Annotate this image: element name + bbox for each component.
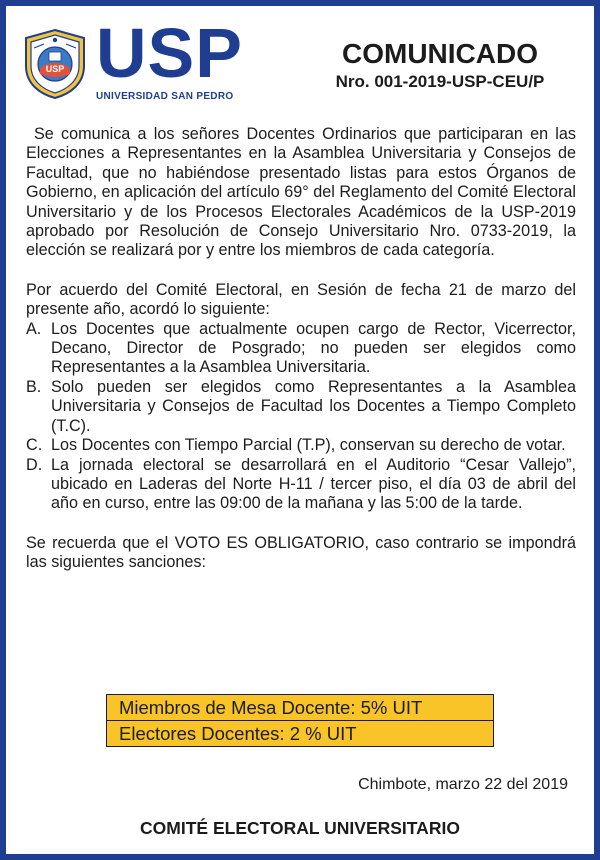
sanction-row-mesa: Miembros de Mesa Docente: 5% UIT xyxy=(119,697,423,718)
reminder-paragraph: Se recuerda que el VOTO ES OBLIGATORIO, caso contrario se impondrá las siguientes sanciones: xyxy=(26,533,576,572)
document-number: Nro. 001-2019-USP-CEU/P xyxy=(335,72,545,91)
university-seal-logo xyxy=(22,28,88,100)
sanctions-box xyxy=(106,694,494,747)
item-letter: B. xyxy=(26,377,42,396)
item-text: La jornada electoral se desarrollará en el Auditorio “Cesar Vallejo”, ubicado en Laderas del Norte H-11 / tercer piso, el día 03 de abril del año en curso, entre las 09:00 de la mañana y las 5:00 de la tarde. xyxy=(51,455,576,513)
intro-paragraph: Se comunica a los señores Docentes Ordinarios que participaran en las Elecciones a Representantes en la Asamblea Universitaria y Consejos de Facultad, que no habiéndose presentado listas para estos Órganos de Gobierno, en aplicación del artículo 69° del Reglamento del Comité Electoral Universitario y de los Procesos Electorales Académicos de la USP-2019 aprobado por Resolución de Consejo Universitario Nro. 0733-2019, la elección se realizará por y entre los miembros de cada categoría. xyxy=(26,125,576,260)
list-item xyxy=(26,456,576,514)
list-item xyxy=(26,378,576,436)
sanction-row-electores: Electores Docentes: 2 % UIT xyxy=(107,720,493,746)
agreement-list xyxy=(26,320,576,514)
signature-committee: COMITÉ ELECTORAL UNIVERSITARIO xyxy=(140,818,460,838)
date-place: Chimbote, marzo 22 del 2019 xyxy=(358,776,568,793)
item-text: Solo pueden ser elegidos como Representantes a la Asamblea Universitaria y Consejos de Facultad los Docentes a Tiempo Completo (T.C). xyxy=(51,377,576,435)
item-letter: D. xyxy=(26,455,43,474)
university-name: UNIVERSIDAD SAN PEDRO xyxy=(96,91,234,102)
document-body xyxy=(26,125,576,573)
usp-wordmark: USP xyxy=(96,14,243,92)
item-text: Los Docentes que actualmente ocupen cargo de Rector, Vicerrector, Decano, Director de Posgrado; no pueden ser elegidos como Representantes a la Asamblea Universitaria. xyxy=(51,319,576,377)
list-item xyxy=(26,320,576,378)
item-letter: C. xyxy=(26,436,43,455)
list-item xyxy=(26,436,576,455)
item-text: Los Docentes con Tiempo Parcial (T.P), conservan su derecho de votar. xyxy=(51,436,566,455)
item-letter: A. xyxy=(26,319,42,338)
document-title: COMUNICADO xyxy=(342,38,538,69)
agreement-intro: Por acuerdo del Comité Electoral, en Sesión de fecha 21 de marzo del presente año, acordó lo siguiente: xyxy=(26,280,576,319)
svg-text:USP: USP xyxy=(45,64,65,74)
